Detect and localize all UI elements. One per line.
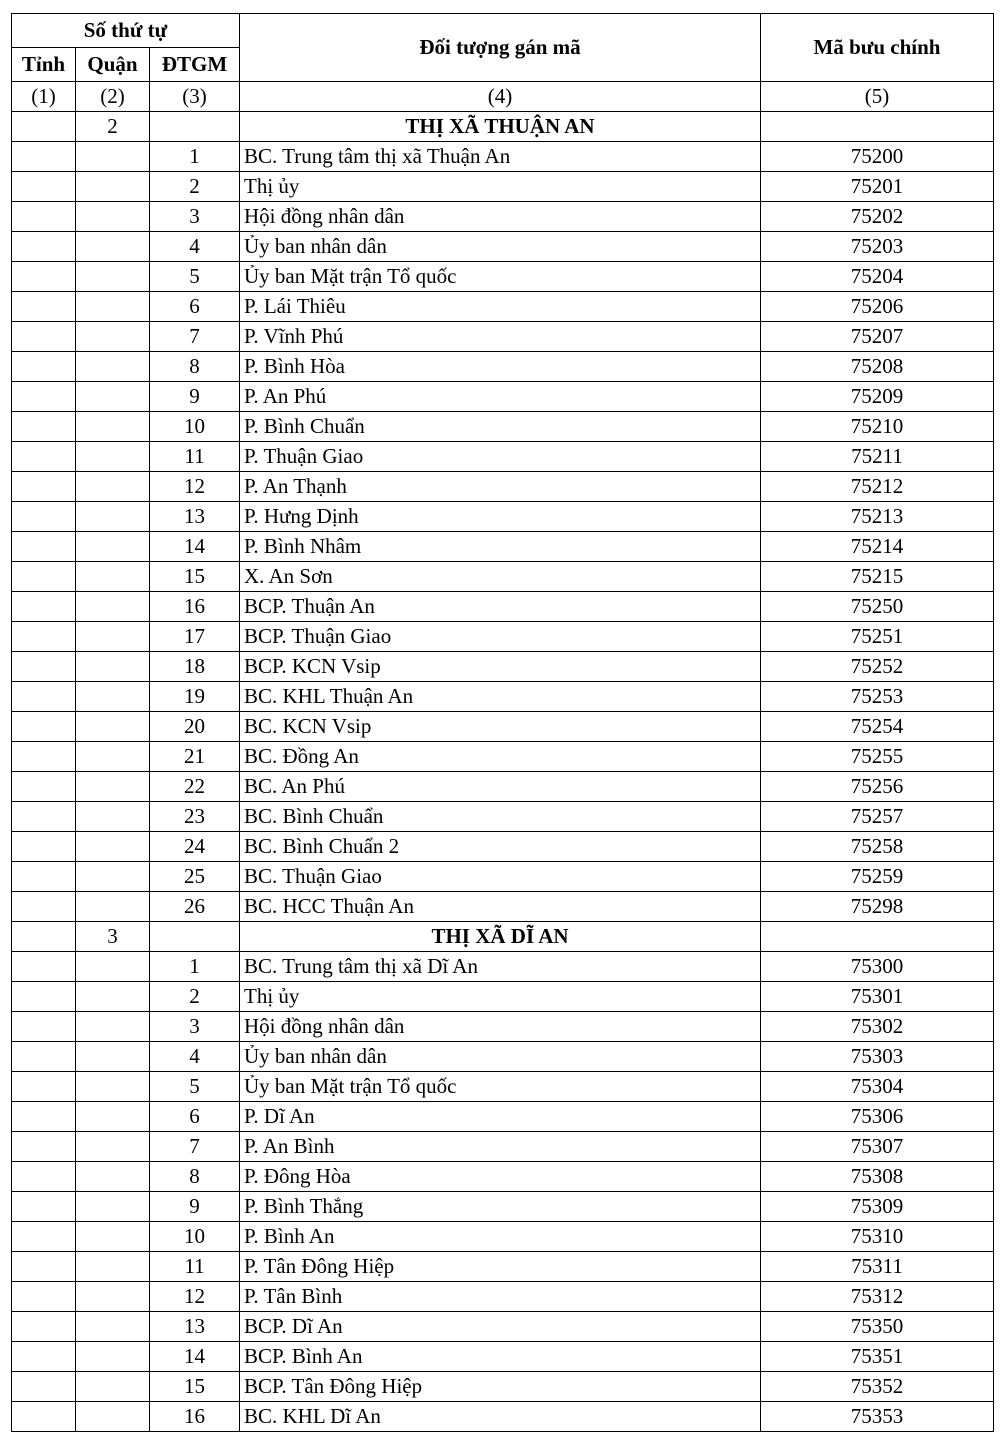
assigned-object-name: P. Đông Hòa	[240, 1162, 761, 1192]
province-cell	[12, 1162, 76, 1192]
header-num-4: (4)	[240, 82, 761, 112]
row-number: 23	[150, 802, 240, 832]
province-cell	[12, 232, 76, 262]
province-cell	[12, 202, 76, 232]
assigned-object-name: Ủy ban Mặt trận Tổ quốc	[240, 262, 761, 292]
district-row	[12, 112, 994, 142]
assigned-object-name: BC. Trung tâm thị xã Dĩ An	[240, 952, 761, 982]
assigned-object-name: BC. KCN Vsip	[240, 712, 761, 742]
table-row	[12, 262, 994, 292]
postal-code: 75200	[761, 142, 994, 172]
table-row	[12, 1342, 994, 1372]
row-number: 13	[150, 502, 240, 532]
table-row	[12, 532, 994, 562]
postal-code: 75302	[761, 1012, 994, 1042]
row-number: 16	[150, 592, 240, 622]
assigned-object-name: BC. Thuận Giao	[240, 862, 761, 892]
row-number: 12	[150, 1282, 240, 1312]
assigned-object-name: P. Hưng Dịnh	[240, 502, 761, 532]
row-number: 2	[150, 982, 240, 1012]
province-cell	[12, 982, 76, 1012]
row-number: 6	[150, 1102, 240, 1132]
district-cell	[76, 742, 150, 772]
row-number: 21	[150, 742, 240, 772]
postal-code: 75255	[761, 742, 994, 772]
table-row	[12, 232, 994, 262]
assigned-object-name: P. Bình Chuẩn	[240, 412, 761, 442]
district-cell	[76, 832, 150, 862]
postal-code: 75306	[761, 1102, 994, 1132]
row-number: 14	[150, 1342, 240, 1372]
table-row	[12, 502, 994, 532]
district-cell	[76, 1132, 150, 1162]
table-row	[12, 622, 994, 652]
postal-code: 75256	[761, 772, 994, 802]
assigned-object-name: BCP. Thuận An	[240, 592, 761, 622]
postal-code: 75311	[761, 1252, 994, 1282]
postal-code: 75259	[761, 862, 994, 892]
province-cell	[12, 412, 76, 442]
row-number: 11	[150, 442, 240, 472]
table-row	[12, 982, 994, 1012]
table-row	[12, 1312, 994, 1342]
postal-code: 75201	[761, 172, 994, 202]
assigned-object-name: P. Tân Bình	[240, 1282, 761, 1312]
assigned-object-name: BCP. KCN Vsip	[240, 652, 761, 682]
district-number: 2	[76, 112, 150, 142]
table-row	[12, 862, 994, 892]
district-cell	[76, 1102, 150, 1132]
table-row	[12, 562, 994, 592]
row-number: 7	[150, 322, 240, 352]
postal-code: 75203	[761, 232, 994, 262]
district-cell	[76, 1042, 150, 1072]
assigned-object-name: BC. KHL Dĩ An	[240, 1402, 761, 1432]
row-number: 22	[150, 772, 240, 802]
district-cell	[76, 1252, 150, 1282]
table-row	[12, 1252, 994, 1282]
row-number: 25	[150, 862, 240, 892]
assigned-object-name: BCP. Dĩ An	[240, 1312, 761, 1342]
table-row	[12, 712, 994, 742]
table-row	[12, 952, 994, 982]
row-number: 18	[150, 652, 240, 682]
district-cell	[76, 412, 150, 442]
postal-code: 75214	[761, 532, 994, 562]
province-cell	[12, 1042, 76, 1072]
row-number: 6	[150, 292, 240, 322]
assigned-object-name: BC. Bình Chuẩn 2	[240, 832, 761, 862]
district-cell	[76, 382, 150, 412]
table-row	[12, 292, 994, 322]
table-row	[12, 322, 994, 352]
province-cell	[12, 712, 76, 742]
table-row	[12, 172, 994, 202]
province-cell	[12, 802, 76, 832]
table-row	[12, 352, 994, 382]
assigned-object-name: P. Vĩnh Phú	[240, 322, 761, 352]
province-cell	[12, 1072, 76, 1102]
row-number: 16	[150, 1402, 240, 1432]
row-number: 11	[150, 1252, 240, 1282]
table-row	[12, 1282, 994, 1312]
district-cell	[76, 352, 150, 382]
table-row	[12, 1102, 994, 1132]
postal-code: 75208	[761, 352, 994, 382]
province-cell	[12, 862, 76, 892]
province-cell	[12, 262, 76, 292]
table-row	[12, 1402, 994, 1432]
district-cell	[76, 712, 150, 742]
province-cell	[12, 352, 76, 382]
assigned-object-name: P. Thuận Giao	[240, 442, 761, 472]
row-number: 13	[150, 1312, 240, 1342]
row-number: 17	[150, 622, 240, 652]
province-cell	[12, 1192, 76, 1222]
district-cell	[76, 172, 150, 202]
dtgm-cell	[150, 922, 240, 952]
assigned-object-name: P. Dĩ An	[240, 1102, 761, 1132]
assigned-object-name: P. An Phú	[240, 382, 761, 412]
assigned-object-name: Hội đồng nhân dân	[240, 1012, 761, 1042]
table-row	[12, 802, 994, 832]
postal-code: 75258	[761, 832, 994, 862]
header-num-5: (5)	[761, 82, 994, 112]
table-row	[12, 682, 994, 712]
assigned-object-name: Thị ủy	[240, 172, 761, 202]
postal-code: 75312	[761, 1282, 994, 1312]
postal-code: 75353	[761, 1402, 994, 1432]
postal-code-cell	[761, 922, 994, 952]
province-cell	[12, 322, 76, 352]
district-cell	[76, 1282, 150, 1312]
header-num-1: (1)	[12, 82, 76, 112]
district-cell	[76, 532, 150, 562]
assigned-object-name: BC. Trung tâm thị xã Thuận An	[240, 142, 761, 172]
postal-code: 75350	[761, 1312, 994, 1342]
table-row	[12, 1012, 994, 1042]
table-row	[12, 1222, 994, 1252]
province-cell	[12, 142, 76, 172]
assigned-object-name: P. Bình Hòa	[240, 352, 761, 382]
postal-code: 75303	[761, 1042, 994, 1072]
district-cell	[76, 322, 150, 352]
assigned-object-name: BCP. Bình An	[240, 1342, 761, 1372]
row-number: 9	[150, 382, 240, 412]
row-number: 26	[150, 892, 240, 922]
row-number: 14	[150, 532, 240, 562]
district-cell	[76, 982, 150, 1012]
assigned-object-name: P. Bình Thắng	[240, 1192, 761, 1222]
table-row	[12, 742, 994, 772]
district-cell	[76, 442, 150, 472]
row-number: 2	[150, 172, 240, 202]
assigned-object-name: Ủy ban Mặt trận Tổ quốc	[240, 1072, 761, 1102]
province-cell	[12, 682, 76, 712]
assigned-object-name: BC. Bình Chuẩn	[240, 802, 761, 832]
postal-code: 75204	[761, 262, 994, 292]
district-cell	[76, 202, 150, 232]
row-number: 10	[150, 1222, 240, 1252]
postal-code: 75257	[761, 802, 994, 832]
row-number: 7	[150, 1132, 240, 1162]
assigned-object-name: BCP. Thuận Giao	[240, 622, 761, 652]
district-cell	[76, 562, 150, 592]
postal-code: 75215	[761, 562, 994, 592]
province-cell	[12, 172, 76, 202]
province-cell	[12, 772, 76, 802]
row-number: 5	[150, 262, 240, 292]
district-cell	[76, 472, 150, 502]
province-cell	[12, 1132, 76, 1162]
table-row	[12, 772, 994, 802]
postal-code: 75213	[761, 502, 994, 532]
row-number: 12	[150, 472, 240, 502]
postal-code: 75252	[761, 652, 994, 682]
district-cell	[76, 502, 150, 532]
district-cell	[76, 952, 150, 982]
row-number: 24	[150, 832, 240, 862]
province-cell	[12, 592, 76, 622]
row-number: 3	[150, 1012, 240, 1042]
postal-code: 75202	[761, 202, 994, 232]
table-row	[12, 592, 994, 622]
province-cell	[12, 112, 76, 142]
postal-code: 75309	[761, 1192, 994, 1222]
postal-code: 75308	[761, 1162, 994, 1192]
table-row	[12, 652, 994, 682]
dtgm-cell	[150, 112, 240, 142]
province-cell	[12, 562, 76, 592]
province-cell	[12, 742, 76, 772]
province-cell	[12, 1222, 76, 1252]
district-cell	[76, 622, 150, 652]
assigned-object-name: Thị ủy	[240, 982, 761, 1012]
assigned-object-name: P. Tân Đông Hiệp	[240, 1252, 761, 1282]
postal-code: 75300	[761, 952, 994, 982]
row-number: 5	[150, 1072, 240, 1102]
assigned-object-name: P. Bình Nhâm	[240, 532, 761, 562]
row-number: 10	[150, 412, 240, 442]
province-cell	[12, 1372, 76, 1402]
province-cell	[12, 1102, 76, 1132]
province-cell	[12, 1402, 76, 1432]
table-row	[12, 1132, 994, 1162]
district-cell	[76, 772, 150, 802]
province-cell	[12, 622, 76, 652]
row-number: 1	[150, 952, 240, 982]
province-cell	[12, 1312, 76, 1342]
row-number: 20	[150, 712, 240, 742]
assigned-object-name: P. An Bình	[240, 1132, 761, 1162]
province-cell	[12, 892, 76, 922]
postal-code: 75352	[761, 1372, 994, 1402]
assigned-object-name: P. Bình An	[240, 1222, 761, 1252]
header-postal-code: Mã bưu chính	[761, 14, 994, 82]
postal-code: 75301	[761, 982, 994, 1012]
district-cell	[76, 292, 150, 322]
table-header	[12, 14, 994, 112]
table-row	[12, 382, 994, 412]
header-district: Quận	[76, 48, 150, 82]
province-cell	[12, 292, 76, 322]
table-row	[12, 832, 994, 862]
province-cell	[12, 472, 76, 502]
table-row	[12, 1042, 994, 1072]
row-number: 3	[150, 202, 240, 232]
postal-code: 75209	[761, 382, 994, 412]
row-number: 9	[150, 1192, 240, 1222]
district-cell	[76, 1342, 150, 1372]
postal-code: 75307	[761, 1132, 994, 1162]
district-cell	[76, 1222, 150, 1252]
row-number: 19	[150, 682, 240, 712]
table-row	[12, 892, 994, 922]
province-cell	[12, 1342, 76, 1372]
assigned-object-name: BC. An Phú	[240, 772, 761, 802]
province-cell	[12, 532, 76, 562]
postal-code-cell	[761, 112, 994, 142]
table-row	[12, 142, 994, 172]
row-number: 15	[150, 562, 240, 592]
header-num-2: (2)	[76, 82, 150, 112]
table-row	[12, 1372, 994, 1402]
district-name: THỊ XÃ DĨ AN	[240, 922, 761, 952]
table-row	[12, 442, 994, 472]
district-cell	[76, 1312, 150, 1342]
district-number: 3	[76, 922, 150, 952]
district-cell	[76, 802, 150, 832]
row-number: 4	[150, 232, 240, 262]
district-cell	[76, 1192, 150, 1222]
postal-code: 75207	[761, 322, 994, 352]
postal-code: 75250	[761, 592, 994, 622]
district-cell	[76, 142, 150, 172]
postal-code-table	[11, 13, 994, 1432]
district-cell	[76, 1402, 150, 1432]
assigned-object-name: X. An Sơn	[240, 562, 761, 592]
assigned-object-name: BC. KHL Thuận An	[240, 682, 761, 712]
district-cell	[76, 862, 150, 892]
province-cell	[12, 922, 76, 952]
province-cell	[12, 1252, 76, 1282]
district-name: THỊ XÃ THUẬN AN	[240, 112, 761, 142]
row-number: 15	[150, 1372, 240, 1402]
province-cell	[12, 442, 76, 472]
district-cell	[76, 892, 150, 922]
table-row	[12, 1072, 994, 1102]
postal-code: 75310	[761, 1222, 994, 1252]
table-row	[12, 1162, 994, 1192]
row-number: 8	[150, 352, 240, 382]
district-cell	[76, 592, 150, 622]
postal-code: 75351	[761, 1342, 994, 1372]
district-row	[12, 922, 994, 952]
assigned-object-name: BC. Đồng An	[240, 742, 761, 772]
header-assigned-object: Đối tượng gán mã	[240, 14, 761, 82]
postal-code: 75210	[761, 412, 994, 442]
district-cell	[76, 232, 150, 262]
header-dtgm: ĐTGM	[150, 48, 240, 82]
assigned-object-name: Ủy ban nhân dân	[240, 1042, 761, 1072]
postal-code: 75251	[761, 622, 994, 652]
postal-code: 75253	[761, 682, 994, 712]
header-num-3: (3)	[150, 82, 240, 112]
district-cell	[76, 1072, 150, 1102]
postal-code: 75298	[761, 892, 994, 922]
province-cell	[12, 382, 76, 412]
assigned-object-name: BCP. Tân Đông Hiệp	[240, 1372, 761, 1402]
province-cell	[12, 1282, 76, 1312]
province-cell	[12, 952, 76, 982]
district-cell	[76, 682, 150, 712]
province-cell	[12, 502, 76, 532]
row-number: 4	[150, 1042, 240, 1072]
row-number: 8	[150, 1162, 240, 1192]
table-row	[12, 1192, 994, 1222]
postal-code: 75304	[761, 1072, 994, 1102]
assigned-object-name: Hội đồng nhân dân	[240, 202, 761, 232]
district-cell	[76, 262, 150, 292]
table-row	[12, 412, 994, 442]
row-number: 1	[150, 142, 240, 172]
table-row	[12, 472, 994, 502]
table-row	[12, 202, 994, 232]
table-body	[12, 112, 994, 1432]
assigned-object-name: BC. HCC Thuận An	[240, 892, 761, 922]
postal-code: 75211	[761, 442, 994, 472]
district-cell	[76, 652, 150, 682]
postal-code: 75206	[761, 292, 994, 322]
province-cell	[12, 1012, 76, 1042]
postal-code: 75254	[761, 712, 994, 742]
district-cell	[76, 1012, 150, 1042]
province-cell	[12, 652, 76, 682]
postal-code: 75212	[761, 472, 994, 502]
header-province: Tỉnh	[12, 48, 76, 82]
assigned-object-name: P. An Thạnh	[240, 472, 761, 502]
district-cell	[76, 1162, 150, 1192]
header-group-order: Số thứ tự	[12, 14, 240, 48]
assigned-object-name: P. Lái Thiêu	[240, 292, 761, 322]
assigned-object-name: Ủy ban nhân dân	[240, 232, 761, 262]
province-cell	[12, 832, 76, 862]
district-cell	[76, 1372, 150, 1402]
